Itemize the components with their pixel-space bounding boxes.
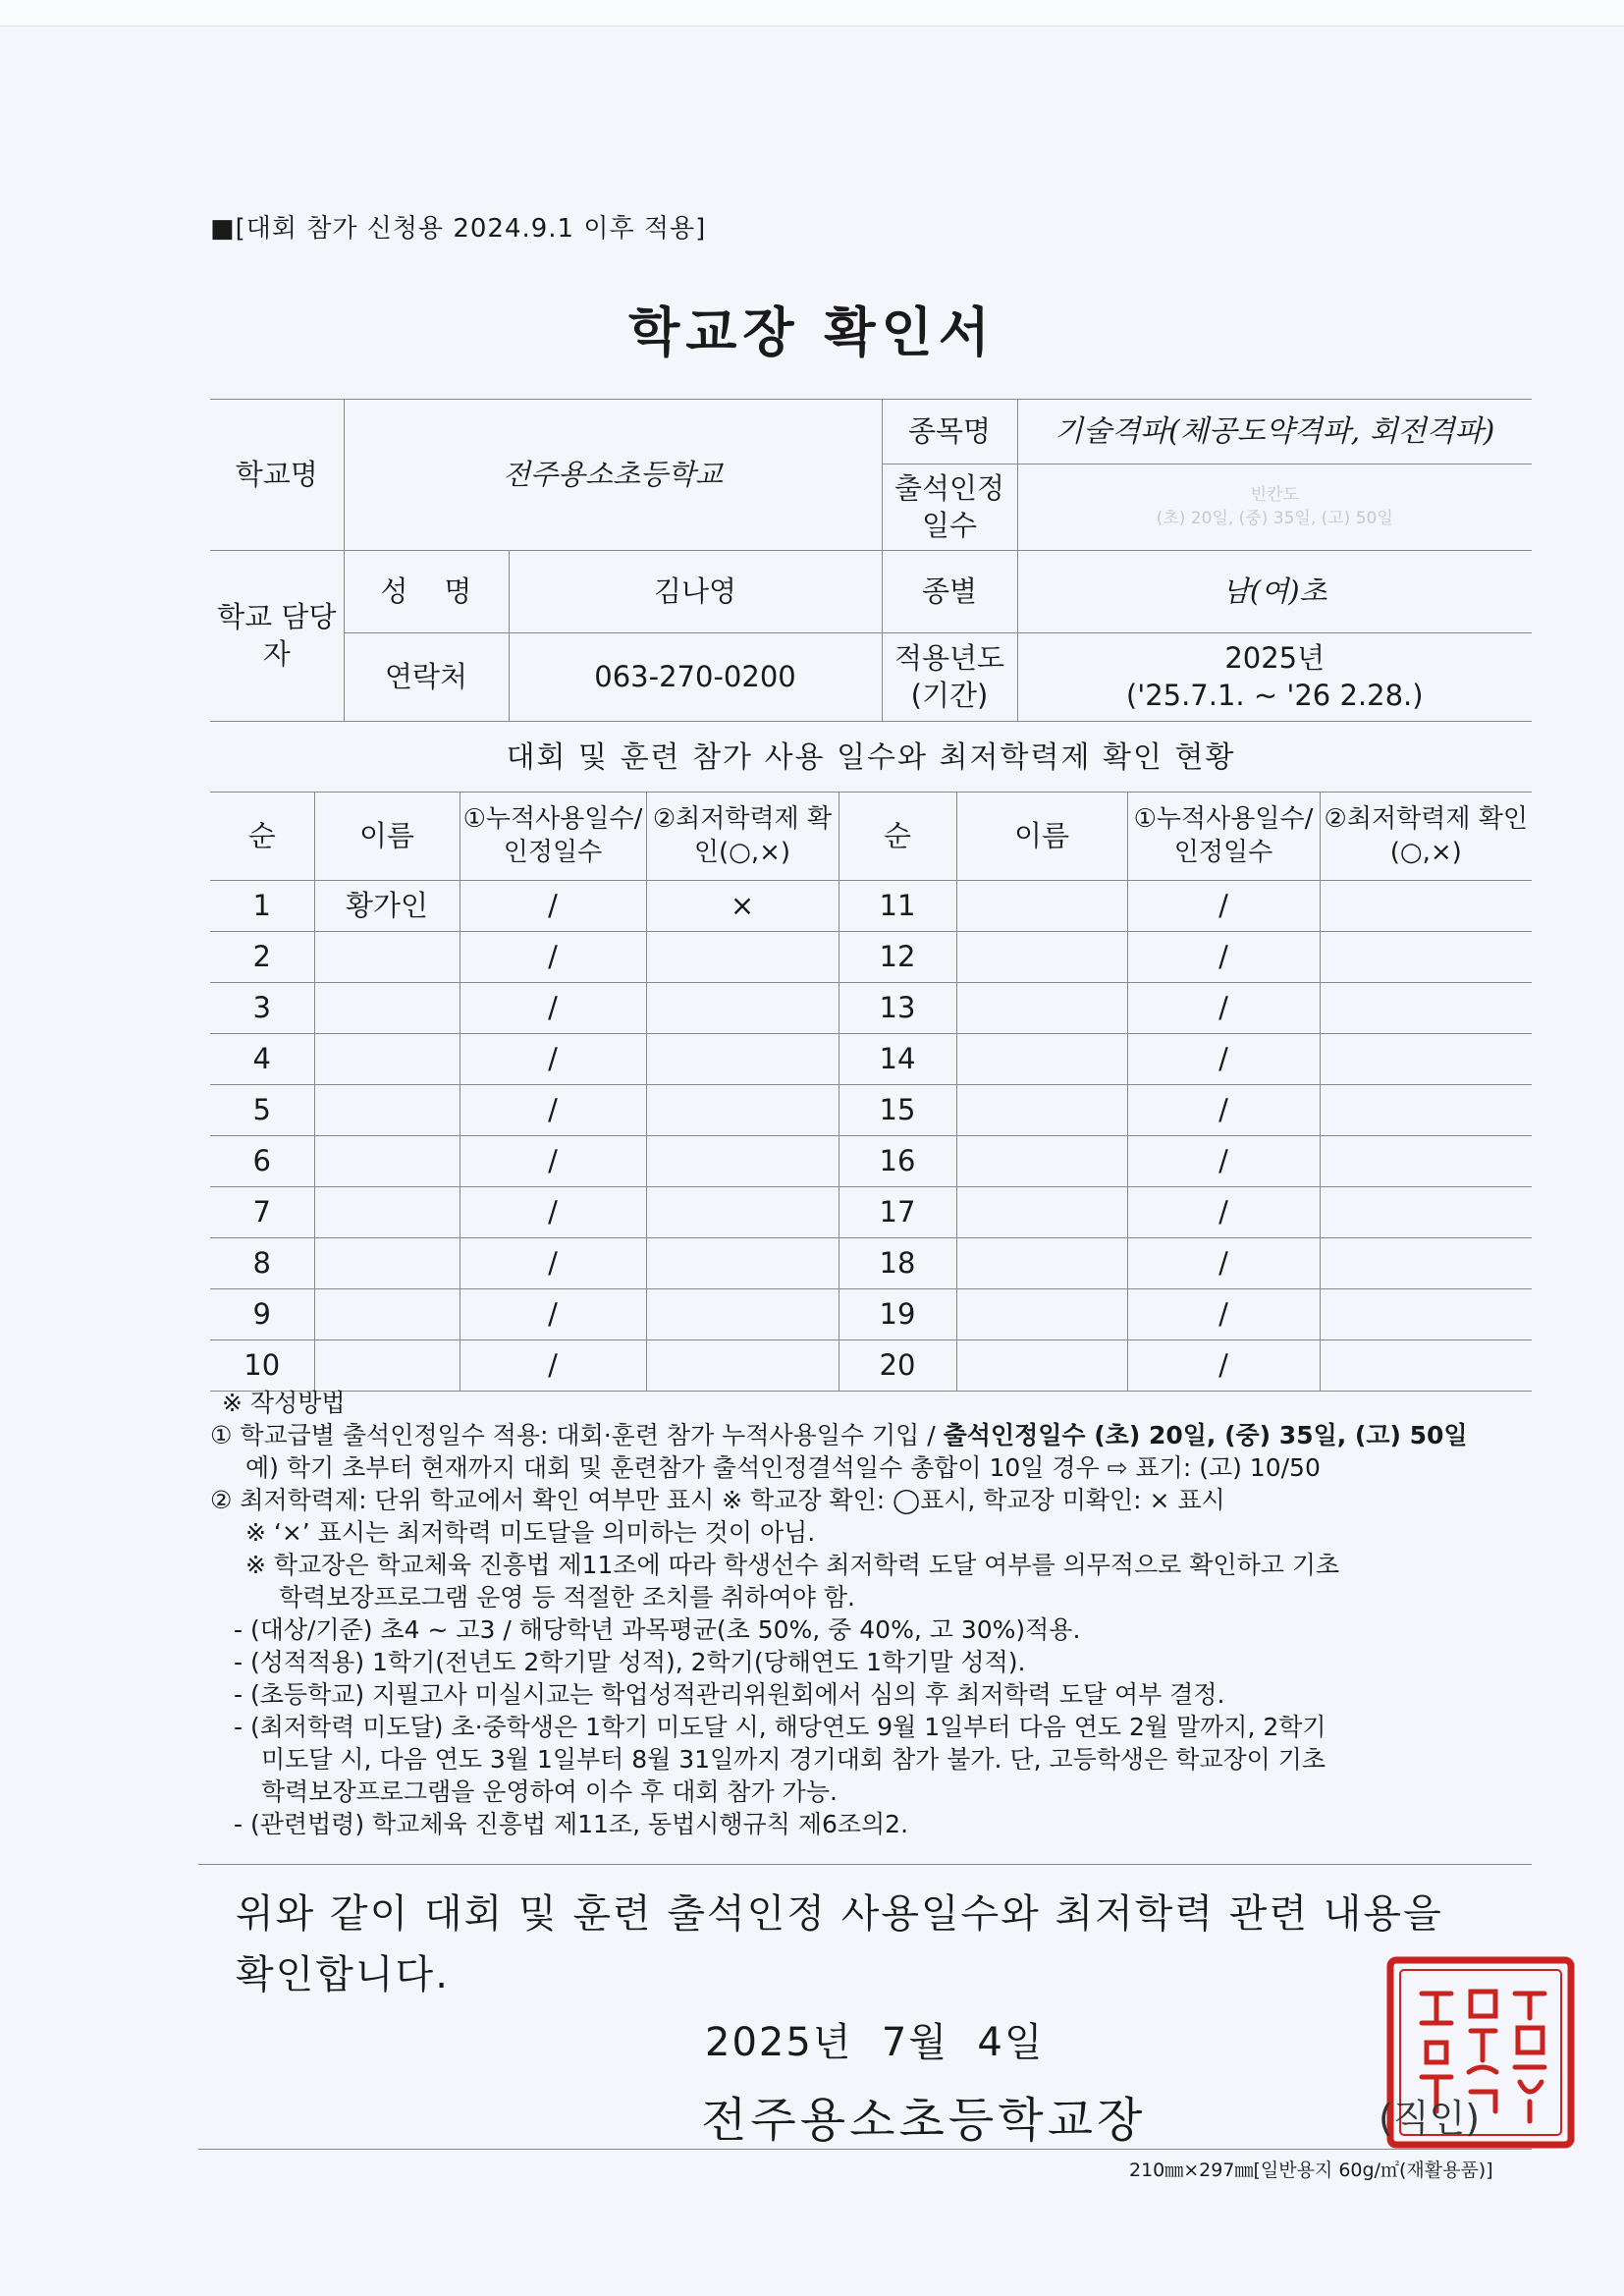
table-row <box>210 1136 1532 1187</box>
status-rows <box>210 881 1532 1392</box>
row-no: 8 <box>210 1238 314 1289</box>
writing-instructions <box>210 1387 1545 1840</box>
row-days-right: / <box>1127 1085 1320 1136</box>
period-range: ('25.7.1. ~ '26 2.28.) <box>1125 678 1424 712</box>
row-name-right <box>956 881 1127 932</box>
row-no: 10 <box>210 1340 314 1392</box>
row-no-right: 15 <box>839 1085 956 1136</box>
row-days-right: / <box>1127 983 1320 1034</box>
manager-name-label: 성 명 <box>344 551 509 633</box>
row-days-right: / <box>1127 881 1320 932</box>
row-no-right: 16 <box>839 1136 956 1187</box>
school-name-value: 전주용소초등학교 <box>344 400 882 551</box>
row-no-right: 17 <box>839 1187 956 1238</box>
row-days: / <box>460 1187 646 1238</box>
row-name <box>314 1187 460 1238</box>
col-header-days-right: ①누적사용일수/인정일수 <box>1127 793 1320 881</box>
row-days: / <box>460 1136 646 1187</box>
table-row <box>210 1187 1532 1238</box>
contact-label: 연락처 <box>344 633 509 722</box>
instructions-heading: ※ 작성방법 <box>222 1389 346 1417</box>
col-header-check: ②최저학력제 확인(○,×) <box>646 793 839 881</box>
signature-date: 2025년 7월 4일 <box>705 2020 1045 2065</box>
row-name-right <box>956 983 1127 1034</box>
detail-grades: - (성적적용) 1학기(전년도 2학기말 성적), 2학기(당해연도 1학기말 성적). <box>234 1648 1026 1676</box>
row-name-right <box>956 1238 1127 1289</box>
row-check-right <box>1320 1085 1532 1136</box>
row-no-right: 19 <box>839 1289 956 1340</box>
table-row <box>210 1085 1532 1136</box>
row-no: 2 <box>210 932 314 983</box>
row-name-right <box>956 1289 1127 1340</box>
row-check-right <box>1320 1289 1532 1340</box>
row-check: × <box>646 881 839 932</box>
paper-spec: 210㎜×297㎜[일반용지 60g/㎡(재활용품)] <box>1129 2159 1493 2181</box>
row-check <box>646 1085 839 1136</box>
sport-label: 종목명 <box>882 400 1017 465</box>
gender-value: 남(여)초 <box>1017 551 1532 633</box>
row-check <box>646 1136 839 1187</box>
table-row <box>210 1034 1532 1085</box>
col-header-name-right: 이름 <box>956 793 1127 881</box>
manager-name-value: 김나영 <box>509 551 882 633</box>
row-no-right: 11 <box>839 881 956 932</box>
form-usage-note: ■[대회 참가 신청용 2024.9.1 이후 적용] <box>210 214 707 244</box>
row-no: 3 <box>210 983 314 1034</box>
status-section-title: 대회 및 훈련 참가 사용 일수와 최저학력제 확인 현황 <box>506 740 1236 775</box>
attendance-days-faint-top: 빈칸도 <box>1250 484 1299 505</box>
document-title: 학교장 확인서 <box>628 301 996 363</box>
table-row <box>210 1238 1532 1289</box>
row-name-right <box>956 1034 1127 1085</box>
row-days-right: / <box>1127 1289 1320 1340</box>
instruction-1-example: 예) 학기 초부터 현재까지 대회 및 훈련참가 출석인정결석일수 총합이 10일 경우 ⇨ 표기: (고) 10/50 <box>245 1453 1321 1482</box>
instruction-2: ② 최저학력제: 단위 학교에서 확인 여부만 표시 ※ 학교장 확인: ◯표시, 학교장 미확인: × 표시 <box>210 1486 1225 1514</box>
instruction-2-note-2: ※ 학교장은 학교체육 진흥법 제11조에 따라 학생선수 최저학력 도달 여부를 의무적으로 확인하고 기초 <box>245 1551 1340 1579</box>
row-days-right: / <box>1127 1187 1320 1238</box>
instruction-1-text: ① 학교급별 출석인정일수 적용: 대회·훈련 참가 누적사용일수 기입 / <box>210 1421 944 1449</box>
row-name-right <box>956 1085 1127 1136</box>
row-no-right: 12 <box>839 932 956 983</box>
row-no: 1 <box>210 881 314 932</box>
row-check <box>646 1340 839 1392</box>
row-check-right <box>1320 1340 1532 1392</box>
divider-bottom <box>198 2149 1532 2150</box>
attendance-days-faint-bottom: (초) 20일, (중) 35일, (고) 50일 <box>1156 508 1393 528</box>
detail-elementary: - (초등학교) 지필고사 미실시교는 학업성적관리위원회에서 심의 후 최저학력 도달 여부 결정. <box>234 1680 1225 1709</box>
col-header-name: 이름 <box>314 793 460 881</box>
seal-label: (직인) <box>1379 2097 1481 2140</box>
row-check <box>646 983 839 1034</box>
scan-edge <box>0 0 1624 27</box>
row-name <box>314 1340 460 1392</box>
row-days-right: / <box>1127 932 1320 983</box>
instruction-2-note-1: ※ ‘×’ 표시는 최저학력 미도달을 의미하는 것이 아님. <box>245 1518 816 1547</box>
confirmation-statement <box>236 1884 1532 2005</box>
detail-target: - (대상/기준) 초4 ~ 고3 / 해당학년 과목평균(초 50%, 중 40%, 고 30%)적용. <box>234 1615 1081 1644</box>
row-no-right: 14 <box>839 1034 956 1085</box>
row-check-right <box>1320 932 1532 983</box>
contact-value: 063-270-0200 <box>509 633 882 722</box>
table-row <box>210 1340 1532 1392</box>
row-no: 7 <box>210 1187 314 1238</box>
row-days: / <box>460 1340 646 1392</box>
period-label: 적용년도 (기간) <box>882 633 1017 722</box>
detail-unmet-2: 미도달 시, 다음 연도 3월 1일부터 8월 31일까지 경기대회 참가 불가. 단, 고등학생은 학교장이 기초 <box>261 1745 1326 1774</box>
row-check-right <box>1320 881 1532 932</box>
row-name <box>314 1136 460 1187</box>
instruction-1-bold: 출석인정일수 (초) 20일, (중) 35일, (고) 50일 <box>943 1421 1468 1449</box>
row-no: 9 <box>210 1289 314 1340</box>
row-days-right: / <box>1127 1340 1320 1392</box>
sport-value: 기술격파(체공도약격파, 회전격파) <box>1017 400 1532 465</box>
manager-label: 학교 담당자 <box>210 551 344 722</box>
attendance-days-label: 출석인정 일수 <box>882 465 1017 551</box>
row-days: / <box>460 932 646 983</box>
row-days: / <box>460 1289 646 1340</box>
row-name-right <box>956 1340 1127 1392</box>
row-days: / <box>460 983 646 1034</box>
row-check <box>646 1289 839 1340</box>
row-no: 5 <box>210 1085 314 1136</box>
row-name-right <box>956 1187 1127 1238</box>
row-no-right: 18 <box>839 1238 956 1289</box>
row-name: 황가인 <box>314 881 460 932</box>
table-row <box>210 881 1532 932</box>
row-no: 4 <box>210 1034 314 1085</box>
row-name <box>314 1289 460 1340</box>
row-name <box>314 1085 460 1136</box>
confirmation-line-1: 위와 같이 대회 및 훈련 출석인정 사용일수와 최저학력 관련 내용을 <box>236 1891 1443 1937</box>
table-row <box>210 1289 1532 1340</box>
info-table <box>210 399 1532 722</box>
instruction-2-note-2-cont: 학력보장프로그램 운영 등 적절한 조치를 취하여야 함. <box>279 1583 855 1612</box>
divider-top <box>198 1864 1532 1865</box>
row-days: / <box>460 881 646 932</box>
row-name <box>314 932 460 983</box>
col-header-days: ①누적사용일수/인정일수 <box>460 793 646 881</box>
row-no-right: 13 <box>839 983 956 1034</box>
period-year: 2025년 <box>1224 640 1326 675</box>
school-name-label: 학교명 <box>210 400 344 551</box>
period-value <box>1017 633 1532 722</box>
row-days-right: / <box>1127 1238 1320 1289</box>
detail-unmet-1: - (최저학력 미도달) 초·중학생은 1학기 미도달 시, 해당연도 9월 1일부터 다음 연도 2월 말까지, 2학기 <box>234 1713 1326 1741</box>
row-check-right <box>1320 983 1532 1034</box>
row-check-right <box>1320 1034 1532 1085</box>
row-name-right <box>956 1136 1127 1187</box>
table-row <box>210 932 1532 983</box>
row-check <box>646 1238 839 1289</box>
row-no-right: 20 <box>839 1340 956 1392</box>
row-days: / <box>460 1085 646 1136</box>
confirmation-line-2: 확인합니다. <box>236 1952 450 1997</box>
detail-unmet-3: 학력보장프로그램을 운영하여 이수 후 대회 참가 가능. <box>261 1777 838 1806</box>
col-header-no-right: 순 <box>839 793 956 881</box>
row-no: 6 <box>210 1136 314 1187</box>
row-check-right <box>1320 1136 1532 1187</box>
row-days: / <box>460 1034 646 1085</box>
row-check <box>646 932 839 983</box>
instruction-1 <box>210 1419 1545 1451</box>
row-name <box>314 1238 460 1289</box>
principal-signature: 전주용소초등학교장 <box>701 2093 1147 2148</box>
row-name-right <box>956 932 1127 983</box>
status-table <box>210 792 1532 1392</box>
row-name <box>314 1034 460 1085</box>
table-row <box>210 983 1532 1034</box>
detail-law: - (관련법령) 학교체육 진흥법 제11조, 동법시행규칙 제6조의2. <box>234 1810 909 1838</box>
col-header-no: 순 <box>210 793 314 881</box>
row-name <box>314 983 460 1034</box>
row-days-right: / <box>1127 1034 1320 1085</box>
row-days: / <box>460 1238 646 1289</box>
attendance-days-value <box>1017 465 1532 551</box>
row-check <box>646 1034 839 1085</box>
row-check-right <box>1320 1238 1532 1289</box>
row-days-right: / <box>1127 1136 1320 1187</box>
row-check <box>646 1187 839 1238</box>
row-check-right <box>1320 1187 1532 1238</box>
gender-label: 종별 <box>882 551 1017 633</box>
col-header-check-right: ②최저학력제 확인(○,×) <box>1320 793 1532 881</box>
